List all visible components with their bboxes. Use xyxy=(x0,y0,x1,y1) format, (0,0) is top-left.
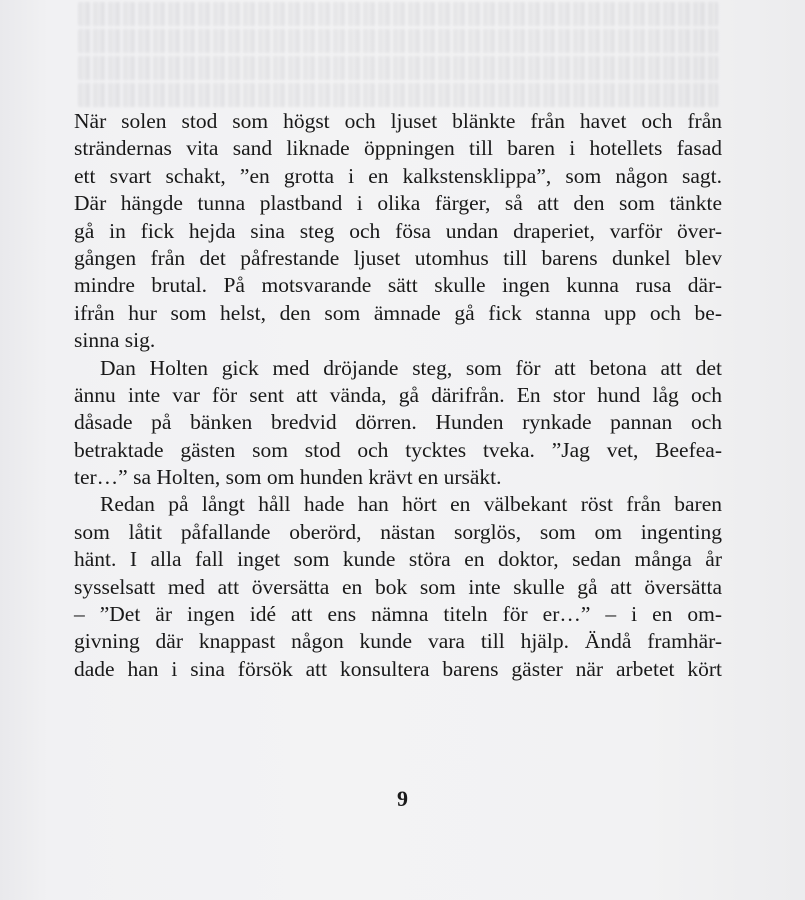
text-line: ifrån hur som helst, den som ämnade gå fick stanna upp och be- xyxy=(74,300,722,325)
text-line: Där hängde tunna plastband i olika färger, så att den som tänkte xyxy=(74,191,722,216)
show-through-text xyxy=(0,0,805,110)
page-number: 9 xyxy=(397,786,408,811)
show-through-line xyxy=(78,83,718,107)
body-text xyxy=(74,108,722,683)
text-line: dåsade på bänken bredvid dörren. Hunden rynkade pannan och xyxy=(74,410,722,435)
show-through-line xyxy=(78,56,718,80)
text-line: betraktade gästen som stod och tycktes tveka. ”Jag vet, Beefea- xyxy=(74,437,722,462)
text-line: mindre brutal. På motsvarande sätt skulle ingen kunna rusa där- xyxy=(74,273,722,298)
text-line: ännu inte var för sent att vända, gå därifrån. En stor hund låg och xyxy=(74,382,722,407)
show-through-line xyxy=(78,29,718,53)
text-line: dade han i sina försök att konsultera barens gäster när arbetet kört xyxy=(74,656,722,681)
text-line: Dan Holten gick med dröjande steg, som för att betona att det xyxy=(100,355,722,380)
show-through-line xyxy=(78,2,718,26)
text-line: sysselsatt med att översätta en bok som inte skulle gå att översätta xyxy=(74,574,722,599)
text-line: – ”Det är ingen idé att ens nämna titeln för er…” – i en om- xyxy=(74,602,722,627)
text-line: gången från det påfrestande ljuset utomhus till barens dunkel blev xyxy=(74,245,722,270)
text-line: strändernas vita sand liknade öppningen till baren i hotellets fasad xyxy=(74,136,722,161)
text-line: ter…” sa Holten, som om hunden krävt en ursäkt. xyxy=(74,465,502,490)
text-line: Redan på långt håll hade han hört en välbekant röst från baren xyxy=(100,492,722,517)
text-line: givning där knappast någon kunde vara till hjälp. Ändå framhär- xyxy=(74,629,722,654)
text-line: hänt. I alla fall inget som kunde störa en doktor, sedan många år xyxy=(74,547,722,572)
text-line: När solen stod som högst och ljuset blänkte från havet och från xyxy=(74,109,722,133)
text-line: som låtit påfallande oberörd, nästan sorglös, som om ingenting xyxy=(74,519,722,544)
text-line: ett svart schakt, ”en grotta i en kalkstensklippa”, som någon sagt. xyxy=(74,163,722,188)
text-line: gå in fick hejda sina steg och fösa undan draperiet, varför över- xyxy=(74,218,722,243)
text-line: sinna sig. xyxy=(74,328,156,353)
